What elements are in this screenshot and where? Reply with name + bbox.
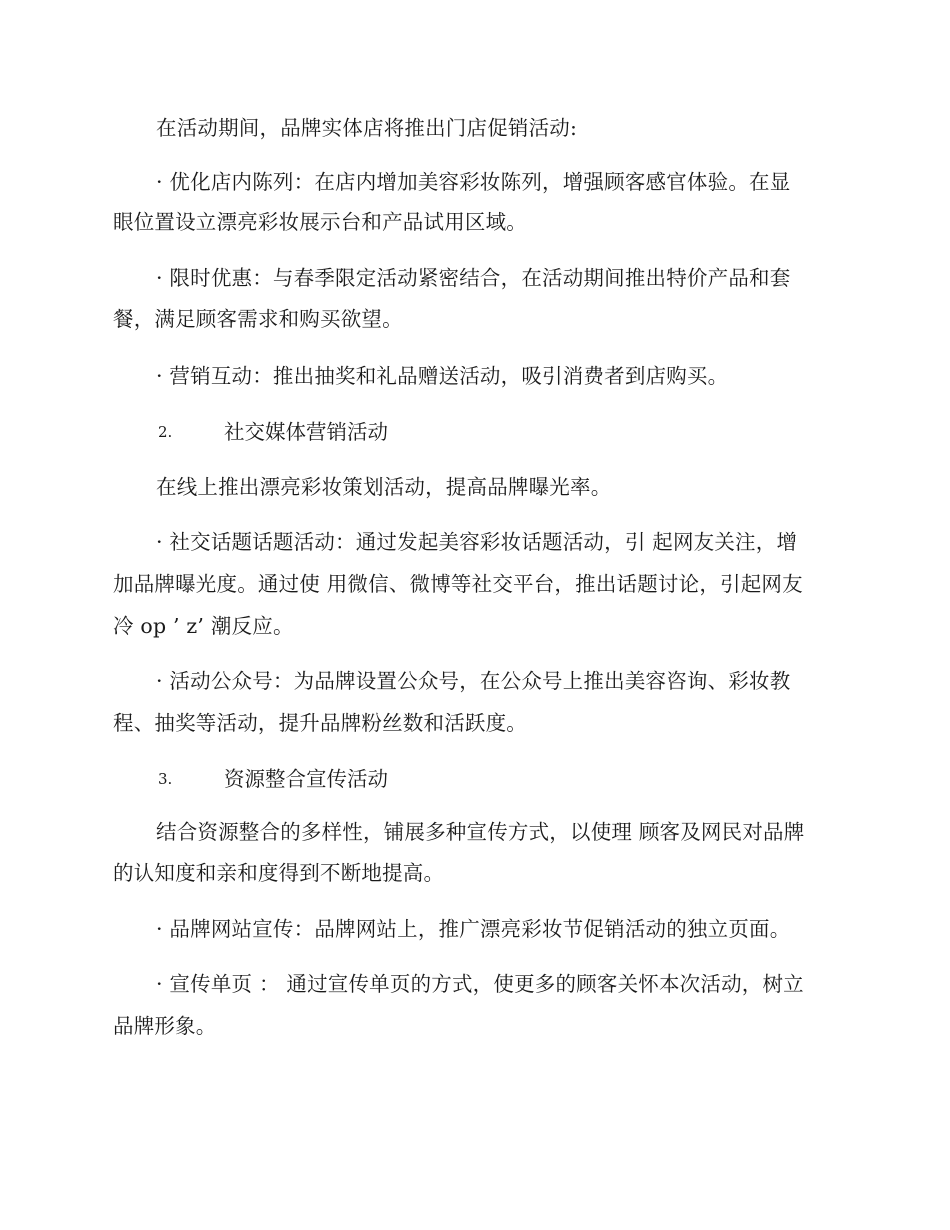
bullet-flyer-line-1: · 宣传单页 ： 通过宣传单页的方式，使更多的顾客关怀本次活动，树立 [156, 972, 804, 996]
bullet-display-line-1: · 优化店内陈列：在店内增加美容彩妆陈列，增强顾客感官体验。在显 [156, 170, 791, 194]
bullet-social-line-1: · 社交话题话题活动：通过发起美容彩妆话题活动，引 起网友关注，增 [156, 530, 798, 554]
bullet-account-line-2: 程、抽奖等活动，提升品牌粉丝数和活跃度。 [113, 711, 527, 735]
section-3-title: 资源整合宣传活动 [224, 767, 388, 791]
section-2-number: 2. [158, 423, 173, 441]
intro-paragraph: 在活动期间，品牌实体店将推出门店促销活动: [156, 116, 578, 140]
section-3-line-1: 结合资源整合的多样性，铺展多种宣传方式，以使理 顾客及网民对品牌 [156, 820, 805, 844]
section-2-intro: 在线上推出漂亮彩妆策划活动，提高品牌曝光率。 [156, 475, 612, 499]
section-3-number: 3. [158, 770, 173, 788]
section-3-line-2: 的认知度和亲和度得到不断地提高。 [113, 861, 445, 885]
bullet-account-line-1: · 活动公众号：为品牌设置公众号，在公众号上推出美容咨询、彩妆教 [156, 669, 791, 693]
bullet-discount-line-1: · 限时优惠：与春季限定活动紧密结合，在活动期间推出特价产品和套 [156, 266, 791, 290]
bullet-social-line-2: 加品牌曝光度。通过使 用微信、微博等社交平台，推出话题讨论，引起网友 [113, 572, 803, 596]
bullet-discount-line-2: 餐，满足顾客需求和购买欲望。 [113, 307, 403, 331]
section-2-title: 社交媒体营销活动 [224, 420, 388, 444]
bullet-flyer-line-2: 品牌形象。 [113, 1014, 217, 1038]
bullet-display-line-2: 眼位置设立漂亮彩妆展示台和产品试用区域。 [113, 210, 527, 234]
bullet-social-line-3: 冷 op ’ z’ 潮反应。 [113, 614, 294, 638]
bullet-interaction: · 营销互动：推出抽奖和礼品赠送活动，吸引消费者到店购买。 [156, 364, 729, 388]
bullet-website: · 品牌网站宣传：品牌网站上，推广漂亮彩妆节促销活动的独立页面。 [156, 917, 791, 941]
